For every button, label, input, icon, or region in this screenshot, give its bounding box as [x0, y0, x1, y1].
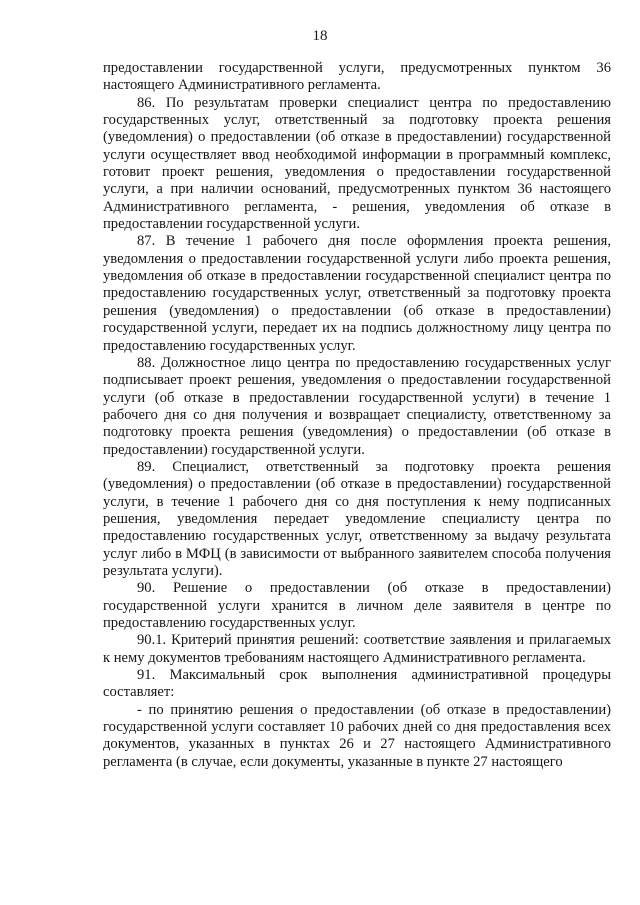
paragraph-90: 90. Решение о предоставлении (об отказе в предоставлении) государственной услуги хранится в личном деле заявителя в центре по предоставлению государственных услуг.: [103, 580, 611, 631]
document-body: [103, 60, 611, 771]
paragraph-88: 88. Должностное лицо центра по предоставлению государственных услуг подписывает проект решения, уведомления о предоставлении государственной услуги (об отказе в предоставлении государственной услуги) в течение 1 рабочего дня со дня получения и возвращает специалисту, ответственному за подготовку проекта решения (уведомления) о предоставлении (об отказе в предоставлении) государственной услуги.: [103, 354, 611, 458]
paragraph-87: 87. В течение 1 рабочего дня после оформления проекта решения, уведомления о предоставлении государственной услуги либо проекта решения, уведомления об отказе в предоставлении государственной специалист центра по предоставлению государственных услуг, ответственный за подготовку проекта решения (уведомления) о предоставлении (об отказе в предоставлении) государственной услуги, передает их на подпись должностному лицу центра по предоставлению государственных услуг.: [103, 233, 611, 354]
paragraph-91: 91. Максимальный срок выполнения административной процедуры составляет:: [103, 667, 611, 701]
paragraph-86: 86. По результатам проверки специалист центра по предоставлению государственных услуг, ответственный за подготовку проекта решения (уведомления) о предоставлении (об отказе в предоставлении) государственной услуги осуществляет ввод необходимой информации в программный комплекс, готовит проект решения, уведомления о предоставлении государственной услуги, а при наличии оснований, предусмотренных пунктом 36 настоящего Административного регламента, - решения, уведомления об отказе в предоставлении государственной услуги.: [103, 94, 611, 233]
page-number: 18: [312, 28, 328, 44]
paragraph-89: 89. Специалист, ответственный за подготовку проекта решения (уведомления) о предоставлении (об отказе в предоставлении) государственной услуги, в течение 1 рабочего дня со дня поступления к нему подписанных решения, уведомления передает уведомление специалисту центра по предоставлению государственных услуг, ответственному за выдачу результата услуг либо в МФЦ (в зависимости от выбранного заявителем способа получения результата услуги).: [103, 458, 611, 579]
paragraph-91-item: - по принятию решения о предоставлении (об отказе в предоставлении) государственной услуги составляет 10 рабочих дней со дня предоставления всех документов, указанных в пунктах 26 и 27 настоящего Административного регламента (в случае, если документы, указанные в пункте 27 настоящего: [103, 701, 611, 770]
paragraph-90-1: 90.1. Критерий принятия решений: соответствие заявления и прилагаемых к нему документов требованиям настоящего Административного регламента.: [103, 632, 611, 666]
paragraph-continuation: предоставлении государственной услуги, предусмотренных пунктом 36 настоящего Административного регламента.: [103, 60, 611, 94]
